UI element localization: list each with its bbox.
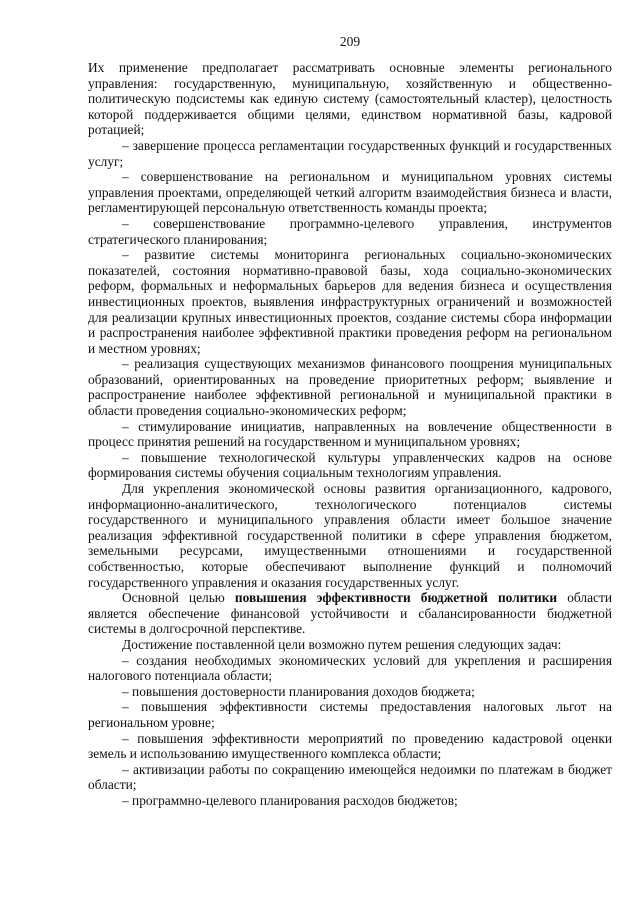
list-item-project-management: – совершенствование на региональном и муниципальном уровнях системы управления проектами, определяющей четкий алгоритм взаимодействия бизнеса и власти, регламентирующей персональную ответственность команды проекта; bbox=[88, 169, 612, 216]
list-item-incentives: – реализация существующих механизмов финансового поощрения муниципальных образований, ориентированных на проведение приоритетных реформ; выявление и распространение наиболее эффективной региональной и муниципальной практики в области проведения социально-экономических реформ; bbox=[88, 356, 612, 419]
budget-goal-prefix: Основной целью bbox=[122, 590, 235, 606]
paragraph-economic-basis: Для укрепления экономической основы развития организационного, кадрового, информационно-аналитического, технологического потенциалов системы государственного и муниципального управления области имеет большое значение реализация эффективной государственной политики в сфере управления бюджетом, земельными ресурсами, имущественными отношениями и государственной собственностью, которые обеспечивают выполнение функций и полномочий государственного управления и оказания государственных услуг. bbox=[88, 481, 612, 590]
list-item-revenue-planning: – повышения достоверности планирования доходов бюджета; bbox=[122, 683, 475, 699]
list-item-functions: – завершение процесса регламентации государственных функций и государственных услуг; bbox=[88, 137, 612, 169]
list-item-tax-benefits: – повышения эффективности системы предоставления налоговых льгот на региональном уровне; bbox=[88, 699, 612, 730]
page-number: 209 bbox=[339, 34, 361, 49]
list-item-monitoring: – развитие системы мониторинга региональных социально-экономических показателей, состояния нормативно-правовой базы, хода социально-экономических реформ, формальных и неформальных барьеров для ведения бизнеса и осуществления инвестиционных проектов, выявления инфраструктурных ограничений и возможностей для реализации крупных инвестиционных проектов, создание системы сбора информации и распространения наиболее эффективной практики проведения реформ на региональном и местном уровнях; bbox=[88, 247, 612, 356]
paragraph-intro: Их применение предполагает рассматривать основные элементы регионального управления: государственную, муниципальную, хозяйственную и общественно-политическую подсистемы как единую систему (самостоятельный кластер), целостность которой поддерживается общими целями, единством нормативной базы, кадровой ротацией; bbox=[88, 60, 612, 138]
budget-goal-suffix: области является обеспечение финансовой устойчивости и сбалансированности бюджетной системы в долгосрочной перспективе. bbox=[88, 590, 612, 637]
budget-goal-highlight: повышения эффективности бюджетной политики bbox=[234, 590, 558, 606]
paragraph-tasks-intro: Достижение поставленной цели возможно путем решения следующих задач: bbox=[122, 636, 562, 652]
list-item-initiatives: – стимулирование инициатив, направленных на вовлечение общественности в процесс принятия решений на государственном и муниципальном уровнях; bbox=[88, 418, 612, 450]
list-item-arrears: – активизации работы по сокращению имеющейся недоимки по платежам в бюджет области; bbox=[88, 761, 612, 793]
list-item-tech-culture: – повышение технологической культуры управленческих кадров на основе формирования системы обучения социальным технологиям управления. bbox=[88, 449, 612, 481]
list-item-program-management: – совершенствование программно-целевого управления, инструментов стратегического планирования; bbox=[88, 215, 612, 247]
paragraph-budget-goal bbox=[88, 590, 612, 637]
list-item-tax-potential: – создания необходимых экономических условий для укрепления и расширения налогового потенциала области; bbox=[88, 652, 612, 684]
list-item-cadastral: – повышения эффективности мероприятий по проведению кадастровой оценки земель и использованию имущественного комплекса области; bbox=[88, 730, 612, 762]
list-item-expenditure-planning: – программно-целевого планирования расходов бюджетов; bbox=[122, 792, 458, 808]
